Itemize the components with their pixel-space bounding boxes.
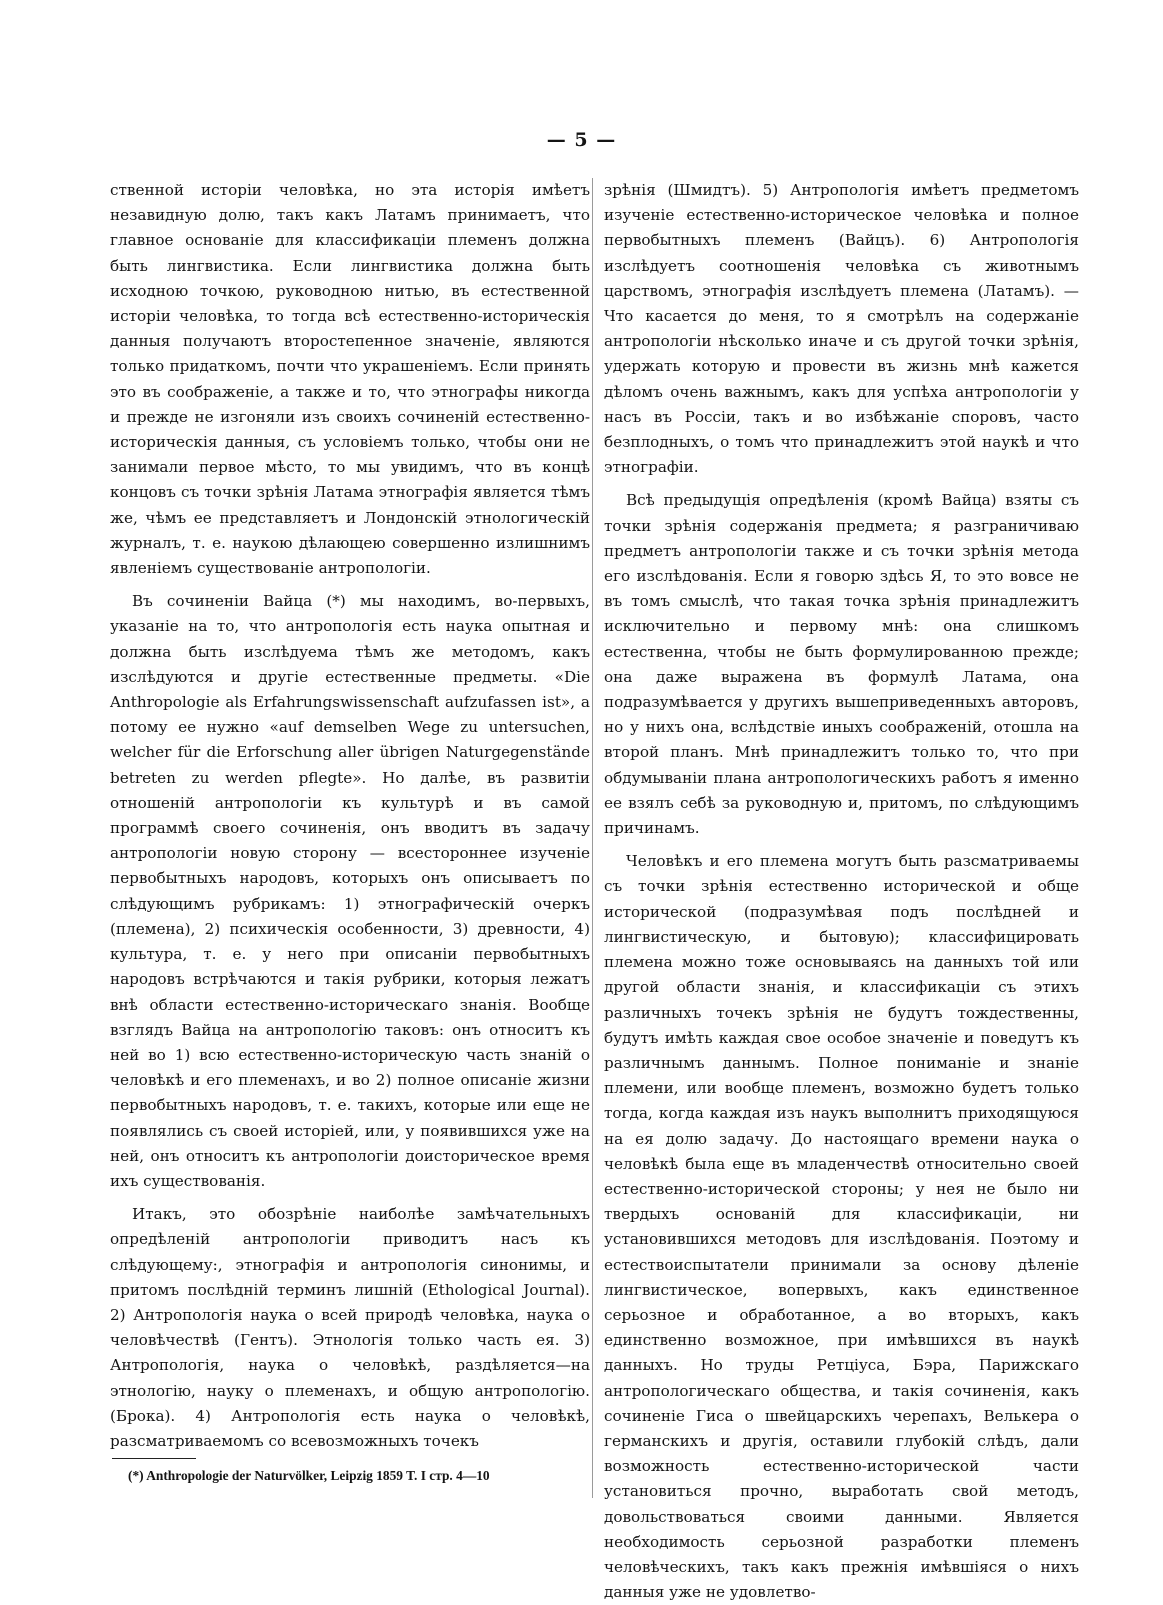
paragraph: Итакъ, это обозрѣніе наиболѣе замѣчательныхъ опредѣленій антропологіи приводитъ насъ къ слѣдующему:, этнографія и антропологія синонимы, и притомъ послѣдній терминъ лишній (Ethological Journal). 2) Антропологія наука о всей природѣ человѣка, наука о человѣчествѣ (Гентъ). Этнологія только часть ея. 3) Антропологія, наука о человѣкѣ, раздѣляется—на этнологію, науку о племенахъ, и общую антропологію. (Брока). 4) Антропологія есть наука о человѣкѣ, разсматриваемомъ со всевозможныхъ точекъ <box>110 1205 590 1450</box>
paragraph: Всѣ предыдущія опредѣленія (кромѣ Вайца) взяты съ точки зрѣнія содержанія предмета; я разграничиваю предметъ антропологіи также и съ точки зрѣнія метода его изслѣдованія. Если я говорю здѣсь Я, то это вовсе не въ томъ смыслѣ, что такая точка зрѣнія принадлежитъ исключительно и первому мнѣ: она слишкомъ естественна, чтобы не быть формулированною прежде; она даже выражена въ формулѣ Латама, она подразумѣвается у другихъ вышеприведенныхъ авторовъ, но у нихъ она, вслѣдствіе иныхъ соображеній, отошла на второй планъ. Мнѣ принадлежитъ только то, что при обдумываніи плана антропологическихъ работъ я именно ее взялъ себѣ за руководную и, притомъ, по слѣдующимъ причинамъ. <box>604 491 1079 838</box>
paragraph: Въ сочиненіи Вайца (*) мы находимъ, во-первыхъ, указаніе на то, что антропологія есть наука опытная и должна быть изслѣдуема тѣмъ же методомъ, какъ изслѣдуются и другіе естественные предметы. «Die Anthropologie als Erfahrungswissenschaft aufzufassen ist», а потому ее нужно «auf demselben Wege zu untersuchen, welcher für die Erforschung aller übrigen Naturgegenstände betreten zu werden pflegte». Но далѣе, въ развитіи отношеній антропологіи къ культурѣ и въ самой программѣ своего сочиненія, онъ вводитъ въ задачу антропологіи новую сторону — всестороннее изученіе первобытныхъ народовъ, которыхъ онъ описываетъ по слѣдующимъ рубрикамъ: 1) этнографическій очеркъ (племена), 2) психическія особенности, 3) древности, 4) культура, т. е. у него при описаніи первобытныхъ народовъ встрѣчаются и такія рубрики, которыя лежатъ внѣ области естественно-историческаго знанія. Вообще взглядъ Вайца на антропологію таковъ: онъ относитъ къ ней во 1) всю естественно-историческую часть знаній о человѣкѣ и его племенахъ, и во 2) полное описаніе жизни первобытныхъ народовъ, т. е. такихъ, которые или еще не появлялись съ своей исторіей, или, у появившихся уже на ней, онъ относитъ къ антропологіи доисторическое время ихъ существованія. <box>110 592 590 1190</box>
right-column <box>604 178 1079 1605</box>
column-divider <box>592 178 593 1498</box>
footnote-rule <box>112 1458 196 1459</box>
paragraph: ственной исторіи человѣка, но эта исторія имѣетъ незавидную долю, такъ какъ Латамъ принимаетъ, что главное основаніе для классификаціи племенъ должна быть лингвистика. Если лингвистика должна быть исходною точкою, руководною нитью, въ естественной исторіи человѣка, то тогда всѣ естественно-историческія данныя получаютъ второстепенное значеніе, являются только придаткомъ, почти что украшеніемъ. Если принять это въ соображеніе, а также и то, что этнографы никогда и прежде не изгоняли изъ своихъ сочиненій естественно-историческія данныя, съ условіемъ только, чтобы они не занимали первое мѣсто, то мы увидимъ, что въ концѣ концовъ съ точки зрѣнія Латама этнографія является тѣмъ же, чѣмъ ее представляетъ и Лондонскій этнологическій журналъ, т. е. наукою дѣлающею совершенно излишнимъ явленіемъ существованіе антропологіи. <box>110 181 590 578</box>
paragraph: Человѣкъ и его племена могутъ быть разсматриваемы съ точки зрѣнія естественно исторической и обще исторической (подразумѣвая подъ послѣдней и лингвистическую, и бытовую); классифицировать племена можно тоже основываясь на данныхъ той или другой области знанія, и классификаціи съ этихъ различныхъ точекъ зрѣнія не будутъ тождественны, будутъ имѣть каждая свое особое значеніе и поведутъ къ различнымъ даннымъ. Полное пониманіе и знаніе племени, или вообще племенъ, возможно будетъ только тогда, когда каждая изъ наукъ выполнитъ приходящуюся на ея долю задачу. До настоящаго времени наука о человѣкѣ была еще въ младенчествѣ относительно своей естественно-исторической стороны; у нея не было ни твердыхъ основаній для классификаціи, ни установившихся методовъ для изслѣдованія. Поэтому и естествоиспытатели принимали за основу дѣленіе лингвистическое, вопервыхъ, какъ единственное серьозное и обработанное, а во вторыхъ, какъ единственно возможное, при имѣвшихся въ наукѣ данныхъ. Но труды Ретціуса, Бэра, Парижскаго антропологическаго общества, и такія сочиненія, какъ сочиненіе Гиса о швейцарскихъ черепахъ, Велькера о германскихъ и другія, оставили глубокій слѣдъ, дали возможность естественно-исторической части установиться прочно, выработать свой методъ, довольствоваться своими данными. Является необходимость серьозной разработки племенъ человѣческихъ, такъ какъ прежнія имѣвшіяся о нихъ данныя уже не удовлетво- <box>604 852 1079 1602</box>
paragraph: зрѣнія (Шмидтъ). 5) Антропологія имѣетъ предметомъ изученіе естественно-историческое человѣка и полное первобытныхъ племенъ (Вайцъ). 6) Антропологія изслѣдуетъ соотношенія человѣка съ животнымъ царствомъ, этнографія изслѣдуетъ племена (Латамъ). — Что касается до меня, то я смотрѣлъ на содержаніе антропологіи нѣсколько иначе и съ другой точки зрѣнія, удержать которую и провести въ жизнь мнѣ кажется дѣломъ очень важнымъ, какъ для успѣха антропологіи у насъ въ Россіи, такъ и во избѣжаніе споровъ, часто безплодныхъ, о томъ что принадлежитъ этой наукѣ и что этнографіи. <box>604 181 1079 477</box>
left-column <box>110 178 590 1454</box>
page-number: — 5 — <box>546 129 617 151</box>
footnote: (*) Anthropologie der Naturvölker, Leipzig 1859 T. I стр. 4—10 <box>128 1468 490 1483</box>
